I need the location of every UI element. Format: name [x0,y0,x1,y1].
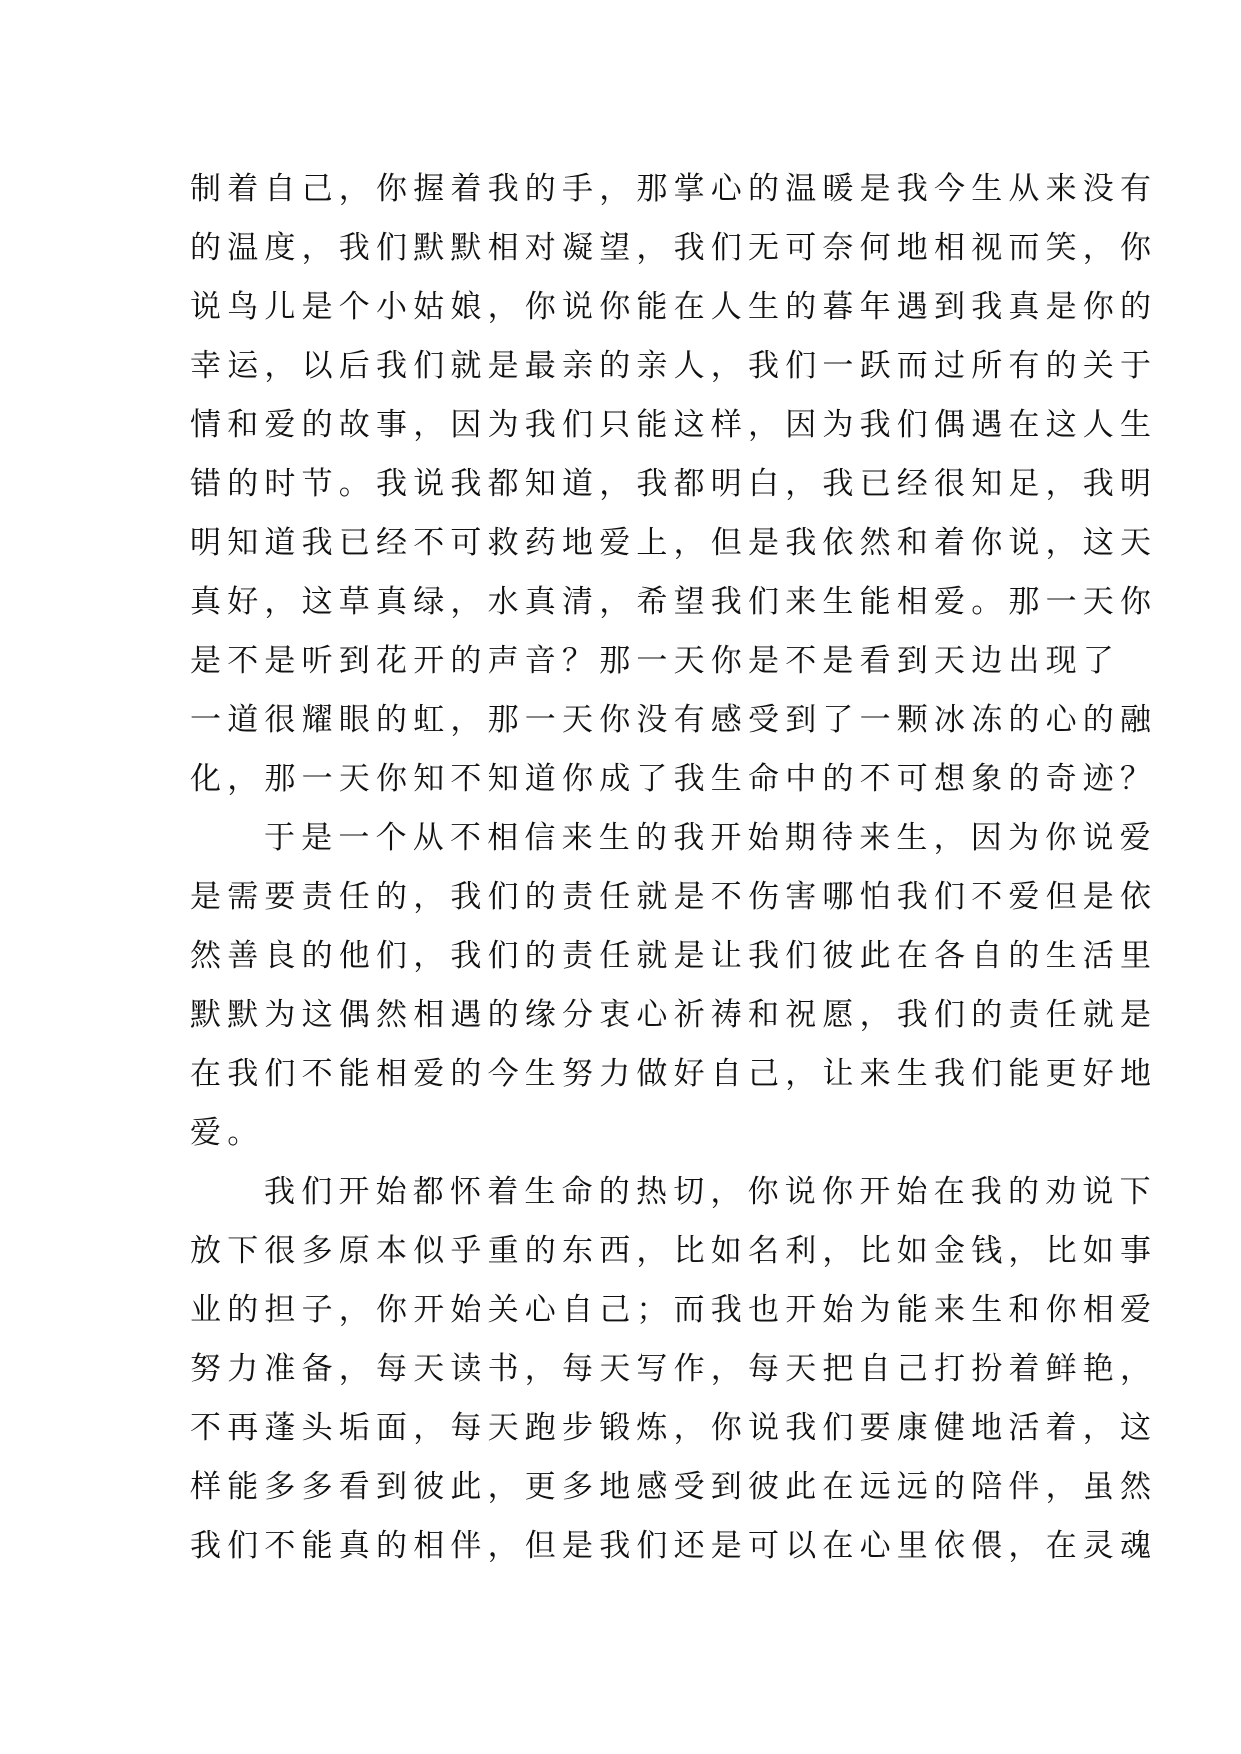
text-line: 业的担子，你开始关心自己；而我也开始为能来生和你相爱 [190,1292,1158,1328]
text-line: 默默为这偶然相遇的缘分衷心祈祷和祝愿，我们的责任就是 [190,997,1158,1033]
text-line: 明知道我已经不可救药地爱上，但是我依然和着你说，这天 [190,525,1158,561]
text-line: 然善良的他们，我们的责任就是让我们彼此在各自的生活里 [190,938,1158,974]
text-line: 不再蓬头垢面，每天跑步锻炼，你说我们要康健地活着，这 [190,1410,1158,1446]
text-line: 幸运，以后我们就是最亲的亲人，我们一跃而过所有的关于 [190,348,1158,384]
text-line: 一道很耀眼的虹，那一天你没有感受到了一颗冰冻的心的融 [190,702,1158,738]
text-line: 我们开始都怀着生命的热切，你说你开始在我的劝说下 [264,1174,1157,1210]
text-line: 努力准备，每天读书，每天写作，每天把自己打扮着鲜艳， [190,1351,1158,1387]
text-line: 制着自己，你握着我的手，那掌心的温暖是我今生从来没有 [190,171,1158,207]
text-line: 说鸟儿是个小姑娘，你说你能在人生的暮年遇到我真是你的 [190,289,1158,325]
text-line: 错的时节。我说我都知道，我都明白，我已经很知足，我明 [190,466,1158,502]
text-line: 是不是听到花开的声音？那一天你是不是看到天边出现了 [190,643,1120,679]
text-line: 化，那一天你知不知道你成了我生命中的不可想象的奇迹？ [190,761,1158,797]
body-text [190,160,1158,1576]
text-line: 于是一个从不相信来生的我开始期待来生，因为你说爱 [264,820,1157,856]
text-line: 的温度，我们默默相对凝望，我们无可奈何地相视而笑，你 [190,230,1158,266]
text-line: 样能多多看到彼此，更多地感受到彼此在远远的陪伴，虽然 [190,1469,1158,1505]
text-line: 在我们不能相爱的今生努力做好自己，让来生我们能更好地 [190,1056,1158,1092]
text-line: 我们不能真的相伴，但是我们还是可以在心里依偎，在灵魂 [190,1528,1158,1564]
text-line: 爱。 [190,1115,265,1151]
text-line: 是需要责任的，我们的责任就是不伤害哪怕我们不爱但是依 [190,879,1158,915]
text-line: 放下很多原本似乎重的东西，比如名利，比如金钱，比如事 [190,1233,1158,1269]
text-line: 情和爱的故事，因为我们只能这样，因为我们偶遇在这人生 [190,407,1158,443]
text-line: 真好，这草真绿，水真清，希望我们来生能相爱。那一天你 [190,584,1158,620]
